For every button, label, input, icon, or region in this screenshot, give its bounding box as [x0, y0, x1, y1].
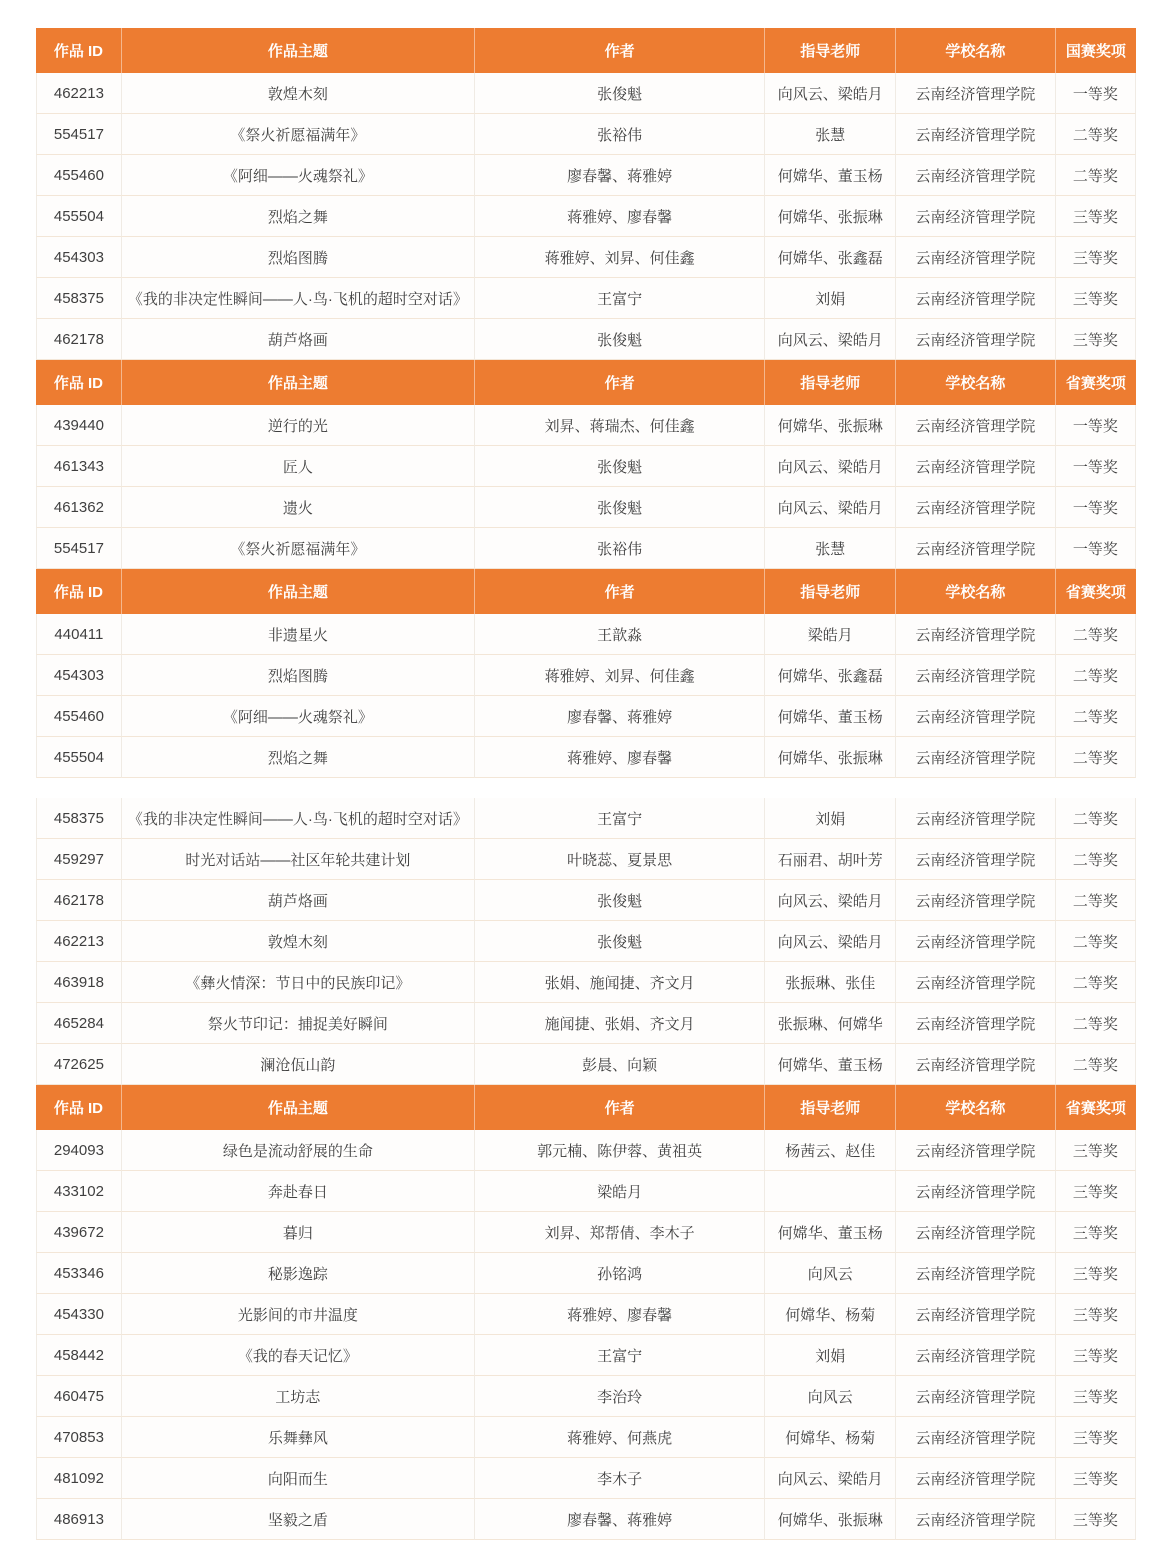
cell-award: 三等奖	[1056, 1212, 1136, 1253]
cell-award: 二等奖	[1056, 921, 1136, 962]
cell-id: 453346	[36, 1253, 122, 1294]
column-header-id: 作品 ID	[36, 28, 122, 73]
cell-title: 奔赴春日	[122, 1171, 475, 1212]
cell-title: 光影间的市井温度	[122, 1294, 475, 1335]
cell-award: 二等奖	[1056, 155, 1136, 196]
cell-id: 465284	[36, 1003, 122, 1044]
cell-authors: 彭晨、向颖	[475, 1044, 765, 1085]
cell-school: 云南经济管理学院	[896, 921, 1056, 962]
cell-teachers: 张振琳、张佳	[765, 962, 896, 1003]
cell-id: 455460	[36, 155, 122, 196]
table-row	[36, 1212, 1136, 1253]
cell-school: 云南经济管理学院	[896, 737, 1056, 778]
cell-teachers: 何嫦华、张振琳	[765, 405, 896, 446]
cell-school: 云南经济管理学院	[896, 1003, 1056, 1044]
cell-school: 云南经济管理学院	[896, 696, 1056, 737]
table-section	[36, 1085, 1136, 1540]
cell-title: 葫芦烙画	[122, 319, 475, 360]
cell-school: 云南经济管理学院	[896, 798, 1056, 839]
cell-teachers: 何嫦华、张振琳	[765, 737, 896, 778]
cell-award: 三等奖	[1056, 319, 1136, 360]
cell-title: 非遗星火	[122, 614, 475, 655]
cell-authors: 张俊魁	[475, 487, 765, 528]
column-header-award: 省赛奖项	[1056, 1085, 1136, 1130]
cell-id: 486913	[36, 1499, 122, 1540]
cell-award: 二等奖	[1056, 1044, 1136, 1085]
cell-award: 三等奖	[1056, 1253, 1136, 1294]
cell-id: 454303	[36, 237, 122, 278]
cell-award: 二等奖	[1056, 655, 1136, 696]
cell-id: 554517	[36, 528, 122, 569]
cell-award: 二等奖	[1056, 880, 1136, 921]
table-row	[36, 1253, 1136, 1294]
table-row	[36, 798, 1136, 839]
column-header-teachers: 指导老师	[765, 1085, 896, 1130]
cell-authors: 张俊魁	[475, 921, 765, 962]
cell-authors: 蒋雅婷、何燕虎	[475, 1417, 765, 1458]
cell-authors: 梁皓月	[475, 1171, 765, 1212]
table-row	[36, 696, 1136, 737]
cell-award: 三等奖	[1056, 1130, 1136, 1171]
cell-teachers: 向风云	[765, 1376, 896, 1417]
cell-authors: 张娟、施闻捷、齐文月	[475, 962, 765, 1003]
cell-school: 云南经济管理学院	[896, 528, 1056, 569]
cell-teachers: 何嫦华、董玉杨	[765, 1212, 896, 1253]
column-header-school: 学校名称	[896, 569, 1056, 614]
table-row	[36, 962, 1136, 1003]
cell-authors: 郭元楠、陈伊蓉、黄祖英	[475, 1130, 765, 1171]
cell-school: 云南经济管理学院	[896, 1499, 1056, 1540]
table-row	[36, 319, 1136, 360]
cell-award: 二等奖	[1056, 1003, 1136, 1044]
cell-school: 云南经济管理学院	[896, 73, 1056, 114]
table-row	[36, 1130, 1136, 1171]
cell-award: 一等奖	[1056, 528, 1136, 569]
table-row	[36, 278, 1136, 319]
cell-title: 逆行的光	[122, 405, 475, 446]
cell-id: 440411	[36, 614, 122, 655]
cell-authors: 蒋雅婷、廖春馨	[475, 737, 765, 778]
table-row	[36, 1499, 1136, 1540]
cell-id: 458375	[36, 798, 122, 839]
cell-teachers: 向风云、梁皓月	[765, 921, 896, 962]
table-section	[36, 569, 1136, 1085]
cell-title: 时光对话站——社区年轮共建计划	[122, 839, 475, 880]
cell-award: 三等奖	[1056, 1499, 1136, 1540]
cell-teachers: 杨茜云、赵佳	[765, 1130, 896, 1171]
cell-id: 461362	[36, 487, 122, 528]
cell-school: 云南经济管理学院	[896, 155, 1056, 196]
cell-authors: 廖春馨、蒋雅婷	[475, 696, 765, 737]
cell-teachers: 梁皓月	[765, 614, 896, 655]
table-row	[36, 880, 1136, 921]
table-row	[36, 196, 1136, 237]
column-header-school: 学校名称	[896, 1085, 1056, 1130]
cell-award: 三等奖	[1056, 1335, 1136, 1376]
cell-authors: 张俊魁	[475, 73, 765, 114]
table-row	[36, 405, 1136, 446]
cell-title: 工坊志	[122, 1376, 475, 1417]
cell-id: 455460	[36, 696, 122, 737]
cell-award: 三等奖	[1056, 237, 1136, 278]
column-header-award: 省赛奖项	[1056, 360, 1136, 405]
cell-teachers: 张慧	[765, 114, 896, 155]
section-gap	[36, 778, 1136, 798]
cell-school: 云南经济管理学院	[896, 1417, 1056, 1458]
cell-id: 462178	[36, 880, 122, 921]
cell-teachers: 向风云、梁皓月	[765, 1458, 896, 1499]
cell-teachers: 何嫦华、董玉杨	[765, 155, 896, 196]
awards-table	[36, 28, 1136, 1540]
cell-id: 472625	[36, 1044, 122, 1085]
cell-authors: 张裕伟	[475, 528, 765, 569]
cell-award: 三等奖	[1056, 1294, 1136, 1335]
table-header-row	[36, 569, 1136, 614]
cell-teachers: 何嫦华、张鑫磊	[765, 655, 896, 696]
table-row	[36, 1003, 1136, 1044]
cell-award: 二等奖	[1056, 696, 1136, 737]
cell-id: 454303	[36, 655, 122, 696]
cell-authors: 蒋雅婷、廖春馨	[475, 196, 765, 237]
cell-teachers: 张振琳、何嫦华	[765, 1003, 896, 1044]
cell-teachers: 张慧	[765, 528, 896, 569]
cell-authors: 蒋雅婷、廖春馨	[475, 1294, 765, 1335]
column-header-title: 作品主题	[122, 1085, 475, 1130]
cell-id: 458375	[36, 278, 122, 319]
cell-title: 敦煌木刻	[122, 73, 475, 114]
cell-school: 云南经济管理学院	[896, 1376, 1056, 1417]
cell-title: 《我的非决定性瞬间——人·鸟·飞机的超时空对话》	[122, 278, 475, 319]
cell-teachers: 何嫦华、董玉杨	[765, 696, 896, 737]
column-header-authors: 作者	[475, 1085, 765, 1130]
cell-title: 乐舞彝风	[122, 1417, 475, 1458]
column-header-award: 省赛奖项	[1056, 569, 1136, 614]
table-row	[36, 1335, 1136, 1376]
cell-award: 一等奖	[1056, 446, 1136, 487]
cell-authors: 王歆淼	[475, 614, 765, 655]
cell-school: 云南经济管理学院	[896, 1171, 1056, 1212]
cell-award: 二等奖	[1056, 962, 1136, 1003]
column-header-teachers: 指导老师	[765, 569, 896, 614]
table-header-row	[36, 360, 1136, 405]
cell-teachers: 何嫦华、杨菊	[765, 1294, 896, 1335]
cell-id: 433102	[36, 1171, 122, 1212]
cell-school: 云南经济管理学院	[896, 196, 1056, 237]
cell-school: 云南经济管理学院	[896, 487, 1056, 528]
cell-title: 《彝火情深：节日中的民族印记》	[122, 962, 475, 1003]
cell-title: 烈焰图腾	[122, 237, 475, 278]
cell-authors: 蒋雅婷、刘昇、何佳鑫	[475, 237, 765, 278]
cell-id: 554517	[36, 114, 122, 155]
table-row	[36, 73, 1136, 114]
cell-school: 云南经济管理学院	[896, 1044, 1056, 1085]
cell-award: 三等奖	[1056, 196, 1136, 237]
table-row	[36, 237, 1136, 278]
column-header-award: 国赛奖项	[1056, 28, 1136, 73]
cell-authors: 蒋雅婷、刘昇、何佳鑫	[475, 655, 765, 696]
cell-authors: 王富宁	[475, 278, 765, 319]
table-row	[36, 528, 1136, 569]
cell-id: 455504	[36, 737, 122, 778]
table-section	[36, 360, 1136, 569]
column-header-teachers: 指导老师	[765, 28, 896, 73]
cell-award: 一等奖	[1056, 487, 1136, 528]
table-row	[36, 446, 1136, 487]
cell-id: 460475	[36, 1376, 122, 1417]
table-row	[36, 737, 1136, 778]
table-row	[36, 1044, 1136, 1085]
cell-authors: 李木子	[475, 1458, 765, 1499]
cell-school: 云南经济管理学院	[896, 1130, 1056, 1171]
cell-school: 云南经济管理学院	[896, 614, 1056, 655]
cell-authors: 刘昇、蒋瑞杰、何佳鑫	[475, 405, 765, 446]
cell-award: 二等奖	[1056, 737, 1136, 778]
table-row	[36, 487, 1136, 528]
cell-authors: 刘昇、郑帮倩、李木子	[475, 1212, 765, 1253]
cell-id: 294093	[36, 1130, 122, 1171]
cell-title: 敦煌木刻	[122, 921, 475, 962]
cell-school: 云南经济管理学院	[896, 1458, 1056, 1499]
cell-award: 三等奖	[1056, 278, 1136, 319]
column-header-title: 作品主题	[122, 28, 475, 73]
cell-title: 《祭火祈愿福满年》	[122, 528, 475, 569]
cell-authors: 王富宁	[475, 1335, 765, 1376]
cell-authors: 廖春馨、蒋雅婷	[475, 1499, 765, 1540]
cell-authors: 张俊魁	[475, 880, 765, 921]
cell-award: 二等奖	[1056, 839, 1136, 880]
table-row	[36, 155, 1136, 196]
table-section	[36, 28, 1136, 360]
cell-school: 云南经济管理学院	[896, 319, 1056, 360]
cell-title: 烈焰之舞	[122, 196, 475, 237]
cell-title: 《我的非决定性瞬间——人·鸟·飞机的超时空对话》	[122, 798, 475, 839]
cell-title: 匠人	[122, 446, 475, 487]
cell-teachers: 何嫦华、张振琳	[765, 1499, 896, 1540]
cell-award: 三等奖	[1056, 1417, 1136, 1458]
cell-award: 二等奖	[1056, 614, 1136, 655]
cell-authors: 王富宁	[475, 798, 765, 839]
cell-school: 云南经济管理学院	[896, 278, 1056, 319]
cell-teachers: 向风云、梁皓月	[765, 73, 896, 114]
cell-title: 葫芦烙画	[122, 880, 475, 921]
cell-award: 一等奖	[1056, 405, 1136, 446]
column-header-authors: 作者	[475, 569, 765, 614]
cell-title: 暮归	[122, 1212, 475, 1253]
cell-teachers: 何嫦华、张振琳	[765, 196, 896, 237]
cell-award: 三等奖	[1056, 1171, 1136, 1212]
cell-school: 云南经济管理学院	[896, 655, 1056, 696]
column-header-title: 作品主题	[122, 360, 475, 405]
cell-award: 二等奖	[1056, 114, 1136, 155]
cell-title: 烈焰之舞	[122, 737, 475, 778]
cell-title: 《我的春天记忆》	[122, 1335, 475, 1376]
cell-teachers: 向风云、梁皓月	[765, 487, 896, 528]
cell-authors: 施闻捷、张娟、齐文月	[475, 1003, 765, 1044]
cell-school: 云南经济管理学院	[896, 1253, 1056, 1294]
cell-title: 秘影逸踪	[122, 1253, 475, 1294]
cell-id: 462213	[36, 73, 122, 114]
cell-school: 云南经济管理学院	[896, 1294, 1056, 1335]
cell-title: 向阳而生	[122, 1458, 475, 1499]
cell-title: 祭火节印记：捕捉美好瞬间	[122, 1003, 475, 1044]
column-header-id: 作品 ID	[36, 1085, 122, 1130]
table-row	[36, 614, 1136, 655]
cell-id: 461343	[36, 446, 122, 487]
column-header-school: 学校名称	[896, 28, 1056, 73]
column-header-id: 作品 ID	[36, 569, 122, 614]
cell-authors: 张裕伟	[475, 114, 765, 155]
cell-school: 云南经济管理学院	[896, 1335, 1056, 1376]
cell-authors: 张俊魁	[475, 319, 765, 360]
cell-authors: 张俊魁	[475, 446, 765, 487]
cell-title: 《阿细——火魂祭礼》	[122, 696, 475, 737]
cell-teachers: 刘娟	[765, 278, 896, 319]
cell-id: 470853	[36, 1417, 122, 1458]
cell-school: 云南经济管理学院	[896, 114, 1056, 155]
cell-title: 《祭火祈愿福满年》	[122, 114, 475, 155]
cell-teachers: 向风云、梁皓月	[765, 446, 896, 487]
cell-school: 云南经济管理学院	[896, 839, 1056, 880]
cell-authors: 孙铭鸿	[475, 1253, 765, 1294]
cell-title: 烈焰图腾	[122, 655, 475, 696]
cell-title: 《阿细——火魂祭礼》	[122, 155, 475, 196]
column-header-authors: 作者	[475, 360, 765, 405]
cell-authors: 李治玲	[475, 1376, 765, 1417]
cell-title: 绿色是流动舒展的生命	[122, 1130, 475, 1171]
cell-award: 三等奖	[1056, 1458, 1136, 1499]
cell-title: 澜沧佤山韵	[122, 1044, 475, 1085]
cell-id: 459297	[36, 839, 122, 880]
column-header-teachers: 指导老师	[765, 360, 896, 405]
cell-award: 二等奖	[1056, 798, 1136, 839]
cell-teachers: 向风云、梁皓月	[765, 880, 896, 921]
cell-school: 云南经济管理学院	[896, 405, 1056, 446]
cell-teachers: 何嫦华、杨菊	[765, 1417, 896, 1458]
cell-title: 遗火	[122, 487, 475, 528]
table-row	[36, 921, 1136, 962]
cell-award: 一等奖	[1056, 73, 1136, 114]
cell-id: 462178	[36, 319, 122, 360]
cell-award: 三等奖	[1056, 1376, 1136, 1417]
table-header-row	[36, 1085, 1136, 1130]
column-header-title: 作品主题	[122, 569, 475, 614]
table-row	[36, 1376, 1136, 1417]
cell-school: 云南经济管理学院	[896, 237, 1056, 278]
cell-teachers: 刘娟	[765, 798, 896, 839]
cell-id: 439672	[36, 1212, 122, 1253]
cell-id: 455504	[36, 196, 122, 237]
column-header-id: 作品 ID	[36, 360, 122, 405]
cell-authors: 廖春馨、蒋雅婷	[475, 155, 765, 196]
cell-teachers: 何嫦华、董玉杨	[765, 1044, 896, 1085]
table-row	[36, 1458, 1136, 1499]
cell-school: 云南经济管理学院	[896, 880, 1056, 921]
cell-id: 458442	[36, 1335, 122, 1376]
cell-id: 462213	[36, 921, 122, 962]
cell-teachers: 石丽君、胡叶芳	[765, 839, 896, 880]
cell-teachers: 向风云	[765, 1253, 896, 1294]
table-row	[36, 655, 1136, 696]
table-row	[36, 114, 1136, 155]
cell-teachers: 何嫦华、张鑫磊	[765, 237, 896, 278]
column-header-school: 学校名称	[896, 360, 1056, 405]
cell-id: 481092	[36, 1458, 122, 1499]
column-header-authors: 作者	[475, 28, 765, 73]
cell-school: 云南经济管理学院	[896, 1212, 1056, 1253]
cell-authors: 叶晓蕊、夏景思	[475, 839, 765, 880]
cell-title: 坚毅之盾	[122, 1499, 475, 1540]
cell-teachers	[765, 1171, 896, 1212]
table-row	[36, 839, 1136, 880]
cell-id: 439440	[36, 405, 122, 446]
cell-teachers: 向风云、梁皓月	[765, 319, 896, 360]
cell-id: 454330	[36, 1294, 122, 1335]
table-row	[36, 1417, 1136, 1458]
cell-id: 463918	[36, 962, 122, 1003]
table-row	[36, 1171, 1136, 1212]
table-header-row	[36, 28, 1136, 73]
cell-school: 云南经济管理学院	[896, 446, 1056, 487]
table-row	[36, 1294, 1136, 1335]
cell-teachers: 刘娟	[765, 1335, 896, 1376]
cell-school: 云南经济管理学院	[896, 962, 1056, 1003]
